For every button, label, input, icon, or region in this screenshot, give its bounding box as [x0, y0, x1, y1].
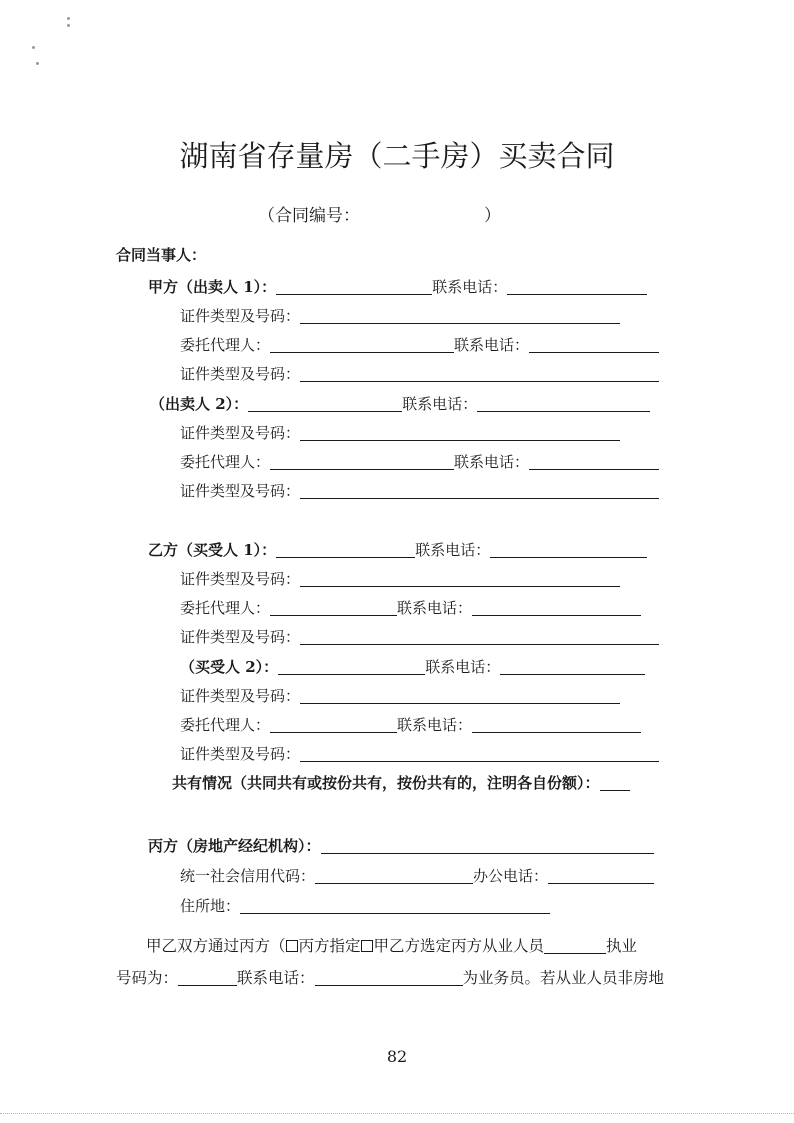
buyer1-colon: ：	[261, 541, 277, 559]
checkbox-agency-assigned[interactable]	[286, 940, 298, 952]
seller1-phone-label: 联系电话：	[432, 278, 508, 296]
seller2-agent-phone-label: 联系电话：	[454, 453, 530, 471]
seller1-label: 甲方（出卖人 1）	[148, 278, 262, 296]
buyer2-agent-id-field[interactable]	[300, 745, 659, 762]
buyer2-row	[180, 657, 645, 677]
clause-text-3: 号码为：	[116, 969, 179, 987]
parties-heading: 合同当事人：	[116, 246, 207, 264]
seller1-agent-field[interactable]	[270, 336, 454, 353]
buyer2-agent-field[interactable]	[270, 716, 397, 733]
buyer1-id-field[interactable]	[300, 570, 620, 587]
contract-number-label: （合同编号：	[258, 206, 360, 226]
clause-text-4: 联系电话：	[237, 969, 315, 987]
page-title: 湖南省存量房（二手房）买卖合同	[179, 139, 615, 173]
buyer2-agent-id-row	[180, 744, 659, 764]
buyer1-agent-field[interactable]	[270, 599, 397, 616]
buyer1-agent-label: 委托代理人：	[180, 599, 271, 617]
agency-label: 丙方（房地产经纪机构）：	[148, 837, 321, 855]
license-number-field[interactable]	[178, 969, 237, 986]
seller2-id-label: 证件类型及号码：	[180, 424, 301, 442]
clause-text-1: 甲乙双方通过丙方（	[146, 937, 286, 955]
address-row	[180, 896, 550, 916]
seller1-agent-phone-field[interactable]	[529, 336, 659, 353]
buyer2-colon: ：	[263, 658, 279, 676]
seller1-agent-id-field[interactable]	[300, 365, 659, 382]
buyer2-phone-label: 联系电话：	[425, 658, 501, 676]
page-number: 82	[386, 1047, 408, 1066]
buyer2-agent-phone-field[interactable]	[472, 716, 641, 733]
scan-speck	[32, 46, 35, 49]
scan-speck	[67, 24, 70, 27]
buyer1-id-label: 证件类型及号码：	[180, 570, 301, 588]
agent-name-field[interactable]	[544, 937, 606, 954]
seller1-colon: ：	[261, 278, 277, 296]
buyer2-agent-phone-label: 联系电话：	[397, 716, 473, 734]
buyer1-name-field[interactable]	[276, 541, 415, 558]
seller1-id-field[interactable]	[300, 307, 620, 324]
checkbox-parties-selected[interactable]	[361, 940, 373, 952]
seller1-name-field[interactable]	[276, 278, 432, 295]
seller2-agent-row	[180, 452, 659, 472]
seller2-agent-id-label: 证件类型及号码：	[180, 482, 301, 500]
credit-code-label: 统一社会信用代码：	[180, 867, 316, 885]
agency-row	[148, 836, 654, 856]
seller1-agent-id-row	[180, 364, 659, 384]
office-phone-label: 办公电话：	[473, 867, 549, 885]
seller2-colon: ：	[233, 395, 249, 413]
co-ownership-label: 共有情况（共同共有或按份共有，按份共有的，注明各自份额）：	[172, 774, 600, 792]
buyer1-phone-label: 联系电话：	[415, 541, 491, 559]
buyer1-agent-phone-label: 联系电话：	[397, 599, 473, 617]
credit-code-row	[180, 866, 654, 886]
seller1-agent-label: 委托代理人：	[180, 336, 271, 354]
seller2-agent-phone-field[interactable]	[529, 453, 659, 470]
seller2-label: （出卖人 2）	[150, 395, 234, 413]
clause-line-1	[116, 936, 671, 956]
clause-option-1: 丙方指定	[298, 937, 361, 955]
buyer1-phone-field[interactable]	[490, 541, 647, 558]
buyer1-label: 乙方（买受人 1）	[148, 541, 262, 559]
clause-line-2	[116, 968, 671, 988]
scan-speck	[67, 17, 70, 20]
seller1-agent-phone-label: 联系电话：	[454, 336, 530, 354]
buyer2-phone-field[interactable]	[500, 658, 645, 675]
agency-name-field[interactable]	[321, 837, 654, 854]
co-ownership-field[interactable]	[600, 774, 630, 791]
seller2-agent-label: 委托代理人：	[180, 453, 271, 471]
buyer1-id-row	[180, 569, 620, 589]
buyer2-agent-row	[180, 715, 641, 735]
clause-text-2: 执业	[606, 937, 638, 955]
buyer2-agent-label: 委托代理人：	[180, 716, 271, 734]
seller1-phone-field[interactable]	[507, 278, 647, 295]
seller2-row	[150, 394, 650, 414]
buyer1-row	[148, 540, 647, 560]
scan-speck	[36, 62, 39, 65]
co-ownership-row	[172, 773, 630, 793]
seller2-id-field[interactable]	[300, 424, 620, 441]
buyer2-id-row	[180, 686, 620, 706]
seller1-row	[148, 277, 647, 297]
clause-text-5: 为业务员。若从业人员非房地	[462, 969, 665, 987]
buyer2-agent-id-label: 证件类型及号码：	[180, 745, 301, 763]
seller2-agent-id-field[interactable]	[300, 482, 659, 499]
buyer1-agent-id-field[interactable]	[300, 628, 659, 645]
seller2-phone-field[interactable]	[477, 395, 650, 412]
seller2-id-row	[180, 423, 620, 443]
buyer1-agent-phone-field[interactable]	[472, 599, 641, 616]
buyer2-id-field[interactable]	[300, 687, 620, 704]
seller2-phone-label: 联系电话：	[402, 395, 478, 413]
seller1-id-label: 证件类型及号码：	[180, 307, 301, 325]
seller1-agent-row	[180, 335, 659, 355]
buyer2-label: （买受人 2）	[180, 658, 264, 676]
buyer1-agent-id-row	[180, 627, 659, 647]
seller2-name-field[interactable]	[248, 395, 402, 412]
credit-code-field[interactable]	[315, 867, 473, 884]
seller1-agent-id-label: 证件类型及号码：	[180, 365, 301, 383]
address-label: 住所地：	[180, 897, 241, 915]
buyer1-agent-id-label: 证件类型及号码：	[180, 628, 301, 646]
seller2-agent-id-row	[180, 481, 659, 501]
seller2-agent-field[interactable]	[270, 453, 454, 470]
bottom-divider	[0, 1113, 794, 1114]
contract-number-close: ）	[484, 206, 501, 226]
clause-option-2: 甲乙方选定丙方从业人员	[373, 937, 545, 955]
office-phone-field[interactable]	[548, 867, 654, 884]
seller1-id-row	[180, 306, 620, 326]
address-field[interactable]	[240, 897, 550, 914]
buyer2-id-label: 证件类型及号码：	[180, 687, 301, 705]
buyer2-name-field[interactable]	[278, 658, 425, 675]
contract-number	[258, 203, 501, 229]
buyer1-agent-row	[180, 598, 641, 618]
clause-phone-field[interactable]	[315, 969, 463, 986]
